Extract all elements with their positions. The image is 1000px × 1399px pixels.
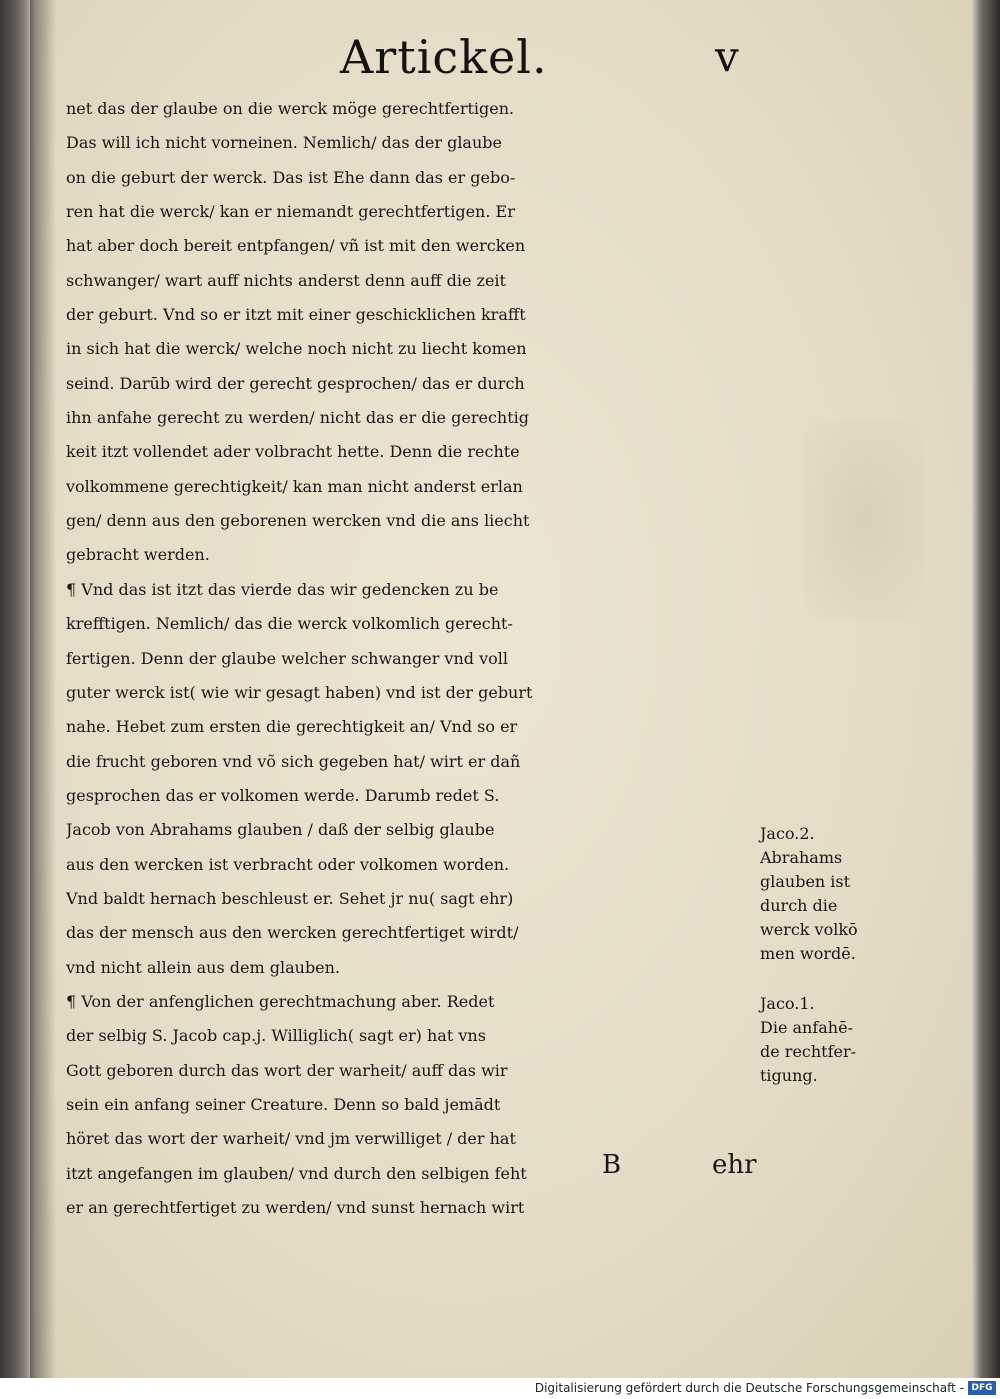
text-line: vnd nicht allein aus dem glauben. (66, 957, 341, 977)
marginal-notes (760, 822, 910, 1088)
text-line: die frucht geboren vnd võ sich gegeben hat/ wirt er dañ (66, 751, 521, 771)
text-line: net das der glaube on die werck möge gerechtfertigen. (66, 99, 515, 118)
text-line: Jacob von Abrahams glauben / daß der selbig glaube (66, 820, 495, 840)
text-line: seind. Darūb wird der gerecht gesprochen/ das er durch (66, 373, 525, 393)
marginal-note-line: de rechtfer- (760, 1042, 857, 1061)
folio-signature: v (715, 32, 739, 81)
marginal-note-line: glauben ist (760, 872, 851, 891)
text-line: höret das wort der warheit/ vnd jm verwilliget / der hat (66, 1129, 516, 1149)
text-line: itzt angefangen im glauben/ vnd durch den selbigen feht (66, 1163, 527, 1183)
text-line: guter werck ist( wie wir gesagt haben) vnd ist der geburt (66, 682, 533, 702)
gutter-shadow (30, 0, 56, 1378)
text-line: gesprochen das er volkomen werde. Darumb redet S. (66, 785, 500, 805)
main-text-block (66, 92, 776, 1225)
marginal-note-line: Die anfahē- (760, 1018, 853, 1037)
marginal-note-line: men wordē. (760, 944, 856, 963)
note-gap (760, 966, 910, 992)
text-line: hat aber doch bereit entpfangen/ vñ ist mit den wercken (66, 236, 526, 256)
text-line: Vnd baldt hernach beschleust er. Sehet jr nu( sagt ehr) (66, 888, 514, 908)
text-line: nahe. Hebet zum ersten die gerechtigkeit an/ Vnd so er (66, 717, 518, 737)
text-line: in sich hat die werck/ welche noch nicht zu liecht komen (66, 339, 527, 359)
text-line: sein ein anfang seiner Creature. Denn so bald jemādt (66, 1094, 501, 1114)
book-board-edge (972, 0, 1000, 1378)
text-line: fertigen. Denn der glaube welcher schwanger vnd voll (66, 648, 508, 668)
marginal-note-line: Jaco.1. (760, 994, 815, 1013)
text-line: ¶ Vnd das ist itzt das vierde das wir gedencken zu be (66, 579, 499, 599)
text-line: keit itzt vollendet ader volbracht hette. Denn die rechte (66, 442, 520, 462)
text-line: krefftigen. Nemlich/ das die werck volkomlich gerecht- (66, 614, 513, 634)
text-line: ihn anfahe gerecht zu werden/ nicht das er die gerechtig (66, 408, 529, 428)
funding-notice: Digitalisierung gefördert durch die Deutsche Forschungsgemeinschaft - (534, 1381, 964, 1395)
marginal-note-line: Jaco.2. (760, 824, 815, 843)
text-line: gebracht werden. (66, 545, 210, 565)
text-line: aus den wercken ist verbracht oder volkomen worden. (66, 854, 510, 874)
text-line: volkommene gerechtigkeit/ kan man nicht anderst erlan (66, 476, 523, 496)
previous-page-edge (0, 0, 34, 1378)
marginal-note-line: Abrahams (760, 848, 843, 867)
text-line: ren hat die werck/ kan er niemandt gerechtfertigen. Er (66, 202, 515, 222)
marginal-note-line: durch die (760, 896, 838, 915)
text-line: on die geburt der werck. Das ist Ehe dann das er gebo- (66, 167, 516, 187)
footer-bar (0, 1378, 1000, 1399)
marginal-note-line: werck volkō (760, 920, 858, 939)
text-line: gen/ denn aus den geborenen wercken vnd die ans liecht (66, 511, 530, 531)
text-line: das der mensch aus den wercken gerechtfertiget wirdt/ (66, 923, 519, 943)
text-line: er an gerechtfertiget zu werden/ vnd sunst hernach wirt (66, 1198, 525, 1217)
text-line: Das will ich nicht vorneinen. Nemlich/ das der glaube (66, 133, 502, 153)
dfg-logo-icon: DFG (968, 1381, 996, 1395)
ink-show-through (804, 420, 924, 620)
text-line: der geburt. Vnd so er itzt mit einer geschicklichen krafft (66, 305, 526, 325)
text-line: der selbig S. Jacob cap.j. Williglich( sagt er) hat vns (66, 1026, 486, 1046)
text-line: ¶ Von der anfenglichen gerechtmachung aber. Redet (66, 991, 495, 1011)
catchword: ehr (712, 1150, 757, 1180)
text-line: schwanger/ wart auff nichts anderst denn auff die zeit (66, 270, 506, 290)
text-line: Gott geboren durch das wort der warheit/ auff das wir (66, 1060, 508, 1080)
marginal-note-line: tigung. (760, 1066, 818, 1085)
signature-mark: B (602, 1150, 622, 1180)
running-header: Artickel. (340, 30, 548, 84)
